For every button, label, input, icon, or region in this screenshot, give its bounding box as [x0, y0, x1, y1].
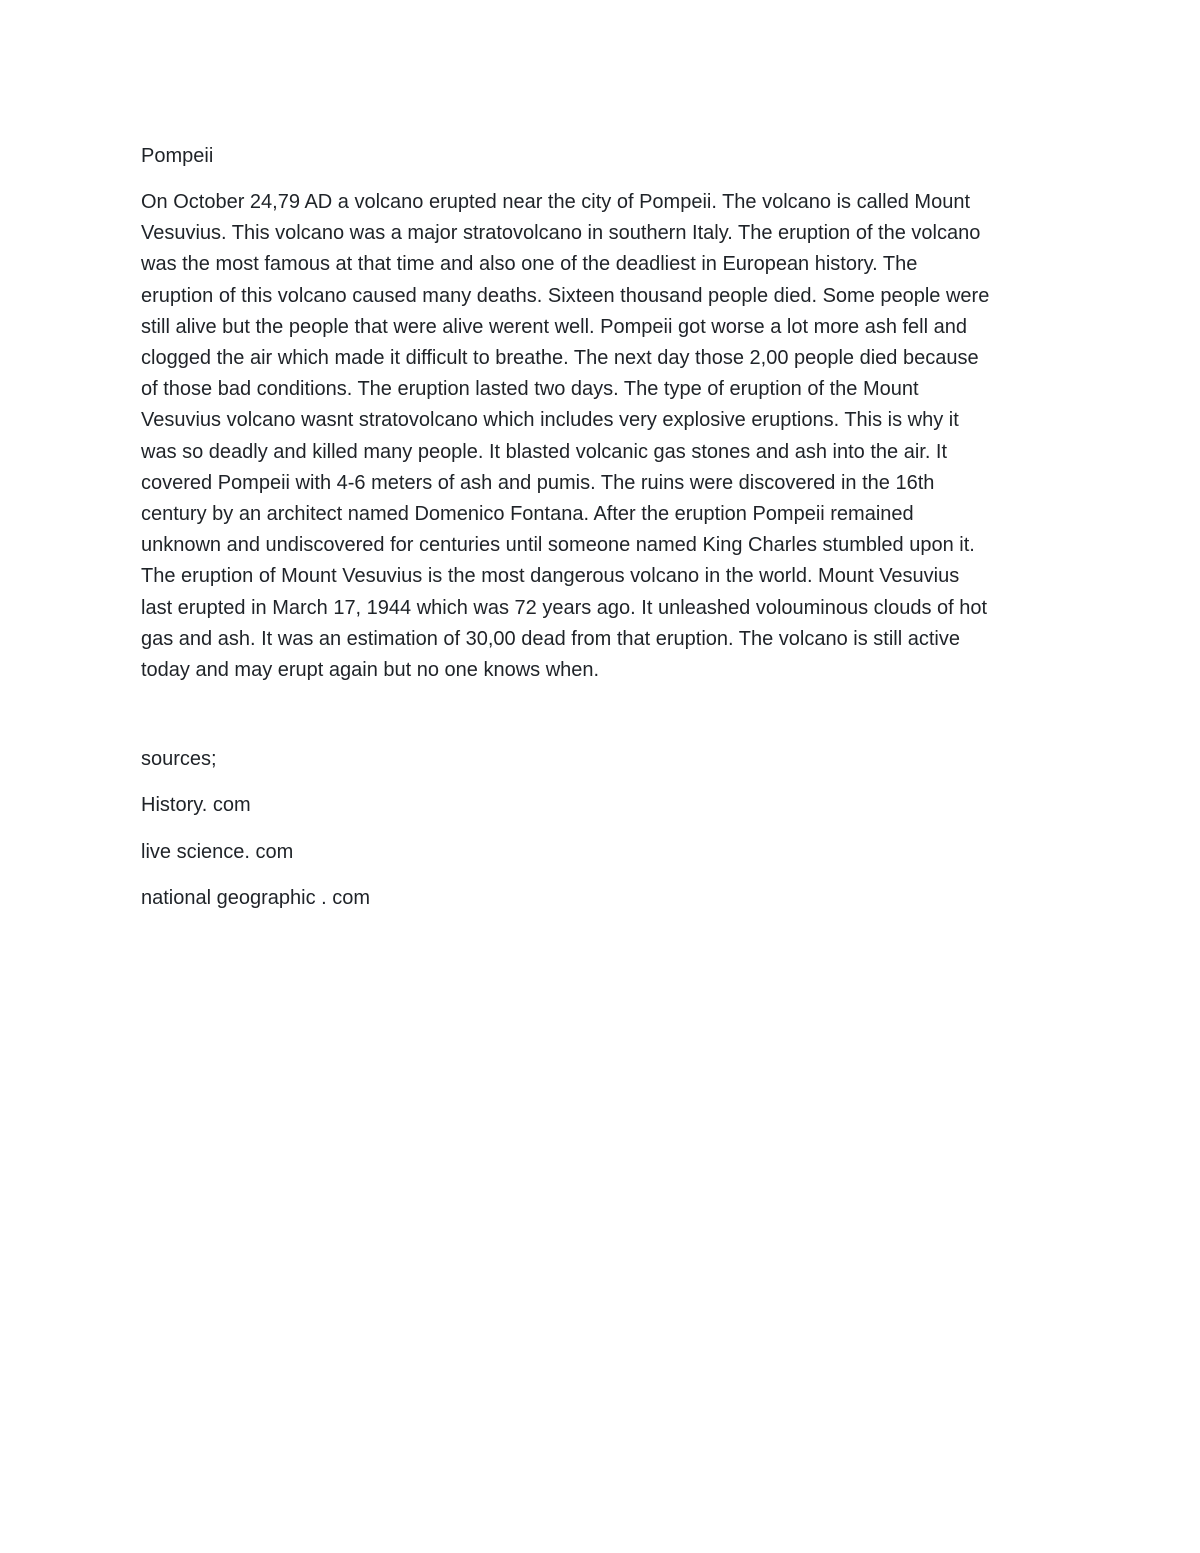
paragraph-line: The eruption of Mount Vesuvius is the most dangerous volcano in the world. Mount Vesuvius [141, 565, 960, 588]
source-item: national geographic . com [141, 887, 371, 909]
paragraph-line: was so deadly and killed many people. It blasted volcanic gas stones and ash into the air. It [141, 440, 948, 463]
paragraph-line: was the most famous at that time and also one of the deadliest in European history. The [141, 253, 918, 276]
document-title: Pompeii [141, 145, 214, 167]
paragraph-line: of those bad conditions. The eruption lasted two days. The type of eruption of the Mount [141, 378, 919, 401]
paragraph-line: century by an architect named Domenico Fontana. After the eruption Pompeii remained [141, 503, 914, 526]
source-item: History. com [141, 794, 251, 816]
paragraph-line: gas and ash. It was an estimation of 30,00 dead from that eruption. The volcano is still active [141, 627, 960, 650]
paragraph-line: still alive but the people that were alive werent well. Pompeii got worse a lot more ash fell and [141, 315, 967, 338]
paragraph-line: Vesuvius. This volcano was a major stratovolcano in southern Italy. The eruption of the volcano [141, 222, 981, 245]
paragraph-line: clogged the air which made it difficult to breathe. The next day those 2,00 people died because [141, 347, 979, 370]
paragraph-line: Vesuvius volcano wasnt stratovolcano which includes very explosive eruptions. This is why it [141, 409, 959, 432]
paragraph-line: covered Pompeii with 4-6 meters of ash and pumis. The ruins were discovered in the 16th [141, 471, 935, 494]
paragraph-line: On October 24,79 AD a volcano erupted near the city of Pompeii. The volcano is called Mount [141, 191, 970, 213]
source-item: live science. com [141, 841, 294, 863]
sources-heading: sources; [141, 748, 217, 770]
paragraph-line: today and may erupt again but no one knows when. [141, 659, 600, 682]
body-paragraph [141, 187, 1053, 686]
paragraph-line: eruption of this volcano caused many deaths. Sixteen thousand people died. Some people were [141, 284, 990, 307]
paragraph-line: last erupted in March 17, 1944 which was 72 years ago. It unleashed volouminous clouds of hot [141, 596, 988, 619]
paragraph-line: unknown and undiscovered for centuries until someone named King Charles stumbled upon it. [141, 534, 975, 557]
